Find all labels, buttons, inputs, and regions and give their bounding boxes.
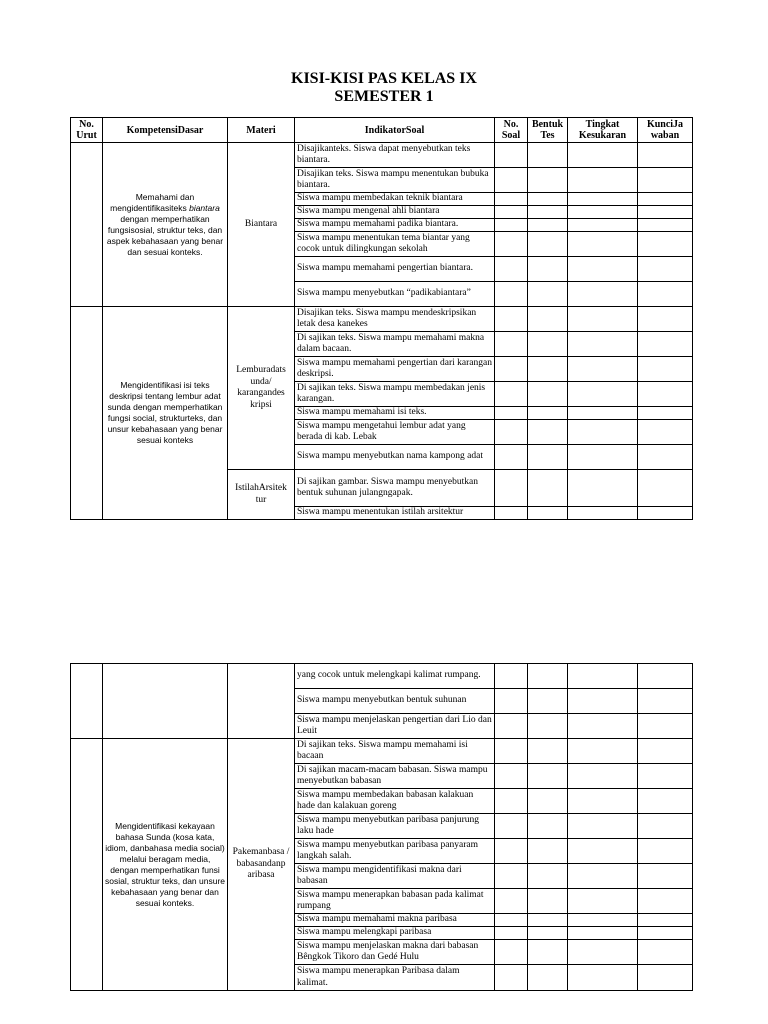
indikator-cell: Siswa mampu menentukan tema biantar yang cocok untuk dilingkungan sekolah [295, 232, 495, 257]
indikator-cell: Siswa mampu membedakan teknik biantara [295, 193, 495, 206]
indikator-cell: Siswa mampu menyebutkan “padikabiantara” [295, 282, 495, 307]
indikator-cell: Disajikanteks. Siswa dapat menyebutkan teks biantara. [295, 143, 495, 168]
no-urut-cell [71, 664, 103, 739]
kisi-kisi-table-1 [70, 117, 693, 520]
indikator-cell: Siswa mampu mengenal ahli biantara [295, 206, 495, 219]
indikator-cell: Di sajikan macam-macam babasan. Siswa mampu menyebutkan babasan [295, 764, 495, 789]
indikator-cell: Siswa mampu memahami makna paribasa [295, 914, 495, 927]
no-urut-cell [71, 143, 103, 307]
document-subtitle: SEMESTER 1 [334, 88, 434, 105]
header-tingkat-kesukaran: Tingkat Kesukaran [568, 118, 638, 143]
indikator-cell: Disajikan teks. Siswa mampu menentukan bubuka biantara. [295, 168, 495, 193]
materi-cell [228, 664, 295, 739]
header-indikator-soal: IndikatorSoal [295, 118, 495, 143]
indikator-cell: Siswa mampu menentukan istilah arsitektur [295, 507, 495, 520]
indikator-cell: Siswa mampu menyebutkan bentuk suhunan [295, 689, 495, 714]
header-no-urut: No. Urut [71, 118, 103, 143]
indikator-cell: Siswa mampu memahami isi teks. [295, 407, 495, 420]
header-bentuk-tes: Bentuk Tes [528, 118, 568, 143]
indikator-cell: Siswa mampu memahami pengertian dari karangan deskripsi. [295, 357, 495, 382]
no-urut-cell [71, 739, 103, 991]
document-title: KISI-KISI PAS KELAS IX [291, 70, 477, 87]
indikator-cell: Siswa mampu menyebutkan paribasa panjurung laku hade [295, 814, 495, 839]
indikator-cell: Siswa mampu menyebutkan nama kampong adat [295, 445, 495, 470]
table-row [71, 739, 693, 764]
table-row [71, 664, 693, 689]
header-row [71, 118, 693, 143]
kompetensi-dasar-cell: Mengidentifikasi isi teks deskripsi tentang lembur adat sunda dengan memperhatikan fungsi social, strukturteks, dan unsur kebahasaan yang benar sesuai konteks [103, 307, 228, 520]
indikator-cell: Siswa mampu melengkapi paribasa [295, 927, 495, 940]
indikator-cell: Di sajikan gambar. Siswa mampu menyebutkan bentuk suhunan julangngapak. [295, 470, 495, 507]
indikator-cell: yang cocok untuk melengkapi kalimat rumpang. [295, 664, 495, 689]
indikator-cell: Siswa mampu menjelaskan makna dari babasan Bêngkok Tikoro dan Gedé Hulu [295, 940, 495, 965]
materi-cell: Pakemanbasa / babasandanp aribasa [228, 739, 295, 991]
materi-cell: Lemburadats unda/ karangandes kripsi [228, 307, 295, 470]
table-row [71, 143, 693, 168]
kompetensi-dasar-cell [103, 664, 228, 739]
kompetensi-dasar-cell: Memahami dan mengidentifikasiteks biantara dengan memperhatikan fungsisosial, struktur teks, dan aspek kebahasaan yang benar dan sesuai konteks. [103, 143, 228, 307]
kompetensi-dasar-cell: Mengidentifikasi kekayaan bahasa Sunda (kosa kata, idiom, danbahasa media social) melalui beragam media, dengan memperhatikan funsi sosial, struktur teks, dan unsure kebahasaan yang benar dan sesuai konteks. [103, 739, 228, 991]
header-no-soal: No. Soal [495, 118, 528, 143]
indikator-cell: Siswa mampu menjelaskan pengertian dari Lio dan Leuit [295, 714, 495, 739]
indikator-cell: Disajikan teks. Siswa mampu mendeskripsikan letak desa kanekes [295, 307, 495, 332]
indikator-cell: Siswa mampu memahami padika biantara. [295, 219, 495, 232]
header-kompetensi-dasar: KompetensiDasar [103, 118, 228, 143]
indikator-cell: Siswa mampu menerapkan babasan pada kalimat rumpang [295, 889, 495, 914]
indikator-cell: Siswa mampu memahami pengertian biantara. [295, 257, 495, 282]
materi-cell: IstilahArsitek tur [228, 470, 295, 520]
materi-cell: Biantara [228, 143, 295, 307]
indikator-cell: Siswa mampu mengetahui lembur adat yang berada di kab. Lebak [295, 420, 495, 445]
indikator-cell: Di sajikan teks. Siswa mampu memahami makna dalam bacaan. [295, 332, 495, 357]
indikator-cell: Di sajikan teks. Siswa mampu membedakan jenis karangan. [295, 382, 495, 407]
indikator-cell: Siswa mampu menyebutkan paribasa panyaram langkah salah. [295, 839, 495, 864]
kisi-kisi-table-2 [70, 663, 693, 991]
table-row [71, 307, 693, 332]
indikator-cell: Siswa mampu mengidentifikasi makna dari babasan [295, 864, 495, 889]
indikator-cell: Siswa mampu menerapkan Paribasa dalam kalimat. [295, 965, 495, 991]
header-kunci-jawaban: KunciJa waban [638, 118, 693, 143]
indikator-cell: Siswa mampu membedakan babasan kalakuan hade dan kalakuan goreng [295, 789, 495, 814]
header-materi: Materi [228, 118, 295, 143]
no-urut-cell [71, 307, 103, 520]
indikator-cell: Di sajikan teks. Siswa mampu memahami isi bacaan [295, 739, 495, 764]
